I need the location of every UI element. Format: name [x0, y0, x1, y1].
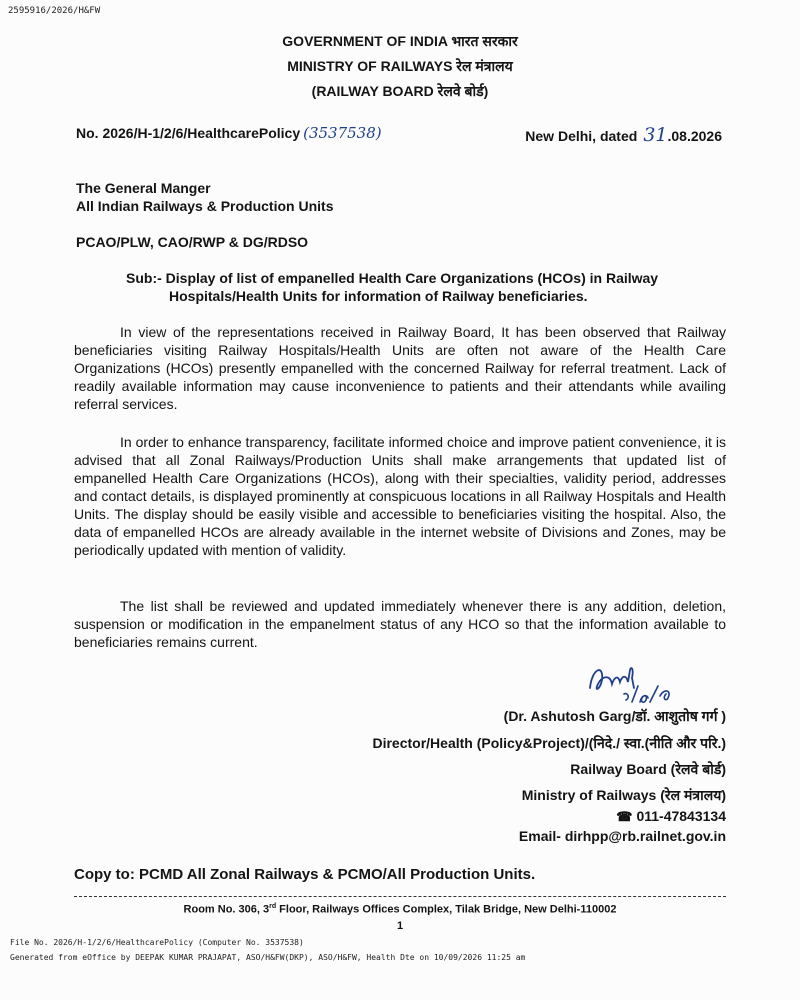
- paragraph-1: In view of the representations received in Railway Board, It has been observed that Railway beneficiaries visiting Railway Hospitals/Health Units are often not aware of the Health Care Organizations (HCOs) presently empanelled with the concerned Railway for referral treatment. Lack of readily available information may cause inconvenience to patients and their attendants while availing referral services.: [74, 324, 726, 412]
- office-address-suffix: Floor, Railways Offices Complex, Tilak Bridge, New Delhi-110002: [276, 903, 617, 916]
- date-suffix: .08.2026: [667, 128, 722, 144]
- file-number-footer: File No. 2026/H-1/2/6/HealthcarePolicy (Computer No. 3537538): [10, 938, 304, 947]
- phone-number[interactable]: 011-47843134: [636, 808, 726, 824]
- header-government: GOVERNMENT OF INDIA भारत सरकार: [282, 33, 518, 49]
- page-number: 1: [396, 920, 404, 932]
- date-prefix: New Delhi, dated: [525, 128, 638, 144]
- office-address-prefix: Room No. 306, 3: [183, 903, 270, 916]
- header-board: (RAILWAY BOARD रेलवे बोर्ड): [311, 83, 489, 99]
- letter-date: [525, 124, 722, 146]
- signatory-ministry: Ministry of Railways (रेल मंत्रालय): [521, 787, 726, 803]
- handwritten-signature: [584, 658, 694, 706]
- subject-line-2: Hospitals/Health Units for information of Railway beneficiaries.: [169, 288, 588, 304]
- paragraph-3: The list shall be reviewed and updated immediately whenever there is any addition, deletion, suspension or modification in the empanelment status of any HCO so that the information available to beneficiaries remains current.: [74, 598, 726, 650]
- handwritten-day: 31: [643, 124, 668, 146]
- addressee-line-1: The General Manger: [76, 180, 211, 196]
- signatory-email[interactable]: Email- dirhpp@rb.railnet.gov.in: [518, 828, 726, 844]
- telephone-icon: ☎: [616, 809, 633, 824]
- handwritten-number: (3537538): [303, 124, 382, 142]
- signatory-designation: Director/Health (Policy&Project)/(निदे./ स्वा.(नीति और परि.): [372, 735, 726, 751]
- subject: [126, 269, 726, 305]
- signatory-phone: [616, 808, 726, 825]
- paragraph-2: In order to enhance transparency, facilitate informed choice and improve patient convenience, it is advised that all Zonal Railways/Production Units shall make arrangements that updated list of empanelled Health Care Organizations (HCOs), along with their specialties, validity period, addresses and contact details, is displayed prominently at conspicuous locations in all Railway Hospitals and Health Units. The display should be easily visible and accessible to beneficiaries visiting the hospital. Also, the data of empanelled HCOs are already available in the internet website of Divisions and Zones, may be periodically updated with mention of validity.: [74, 434, 726, 558]
- office-address-sup: rd: [269, 903, 277, 910]
- document-reference-top: 2595916/2026/H&FW: [8, 6, 101, 16]
- letter-number: [76, 124, 382, 142]
- header-ministry: MINISTRY OF RAILWAYS रेल मंत्रालय: [287, 58, 513, 74]
- office-address: [0, 903, 800, 916]
- copy-to: Copy to: PCMD All Zonal Railways & PCMO/All Production Units.: [74, 866, 536, 883]
- letter-number-text: No. 2026/H-1/2/6/HealthcarePolicy: [76, 125, 301, 141]
- addressee-line-3: PCAO/PLW, CAO/RWP & DG/RDSO: [76, 234, 309, 250]
- addressee-line-2: All Indian Railways & Production Units: [76, 198, 334, 214]
- signatory-office: Railway Board (रेलवे बोर्ड): [570, 761, 726, 777]
- footer-divider: [74, 896, 726, 897]
- signatory-name: (Dr. Ashutosh Garg/डॉ. आशुतोष गर्ग ): [503, 708, 726, 724]
- eoffice-generated-footer: Generated from eOffice by DEEPAK KUMAR PRAJAPAT, ASO/H&FW(DKP), ASO/H&FW, Health Dte on 10/09/2026 11:25 am: [10, 953, 526, 962]
- subject-line-1: Sub:- Display of list of empanelled Health Care Organizations (HCOs) in Railway: [126, 270, 659, 286]
